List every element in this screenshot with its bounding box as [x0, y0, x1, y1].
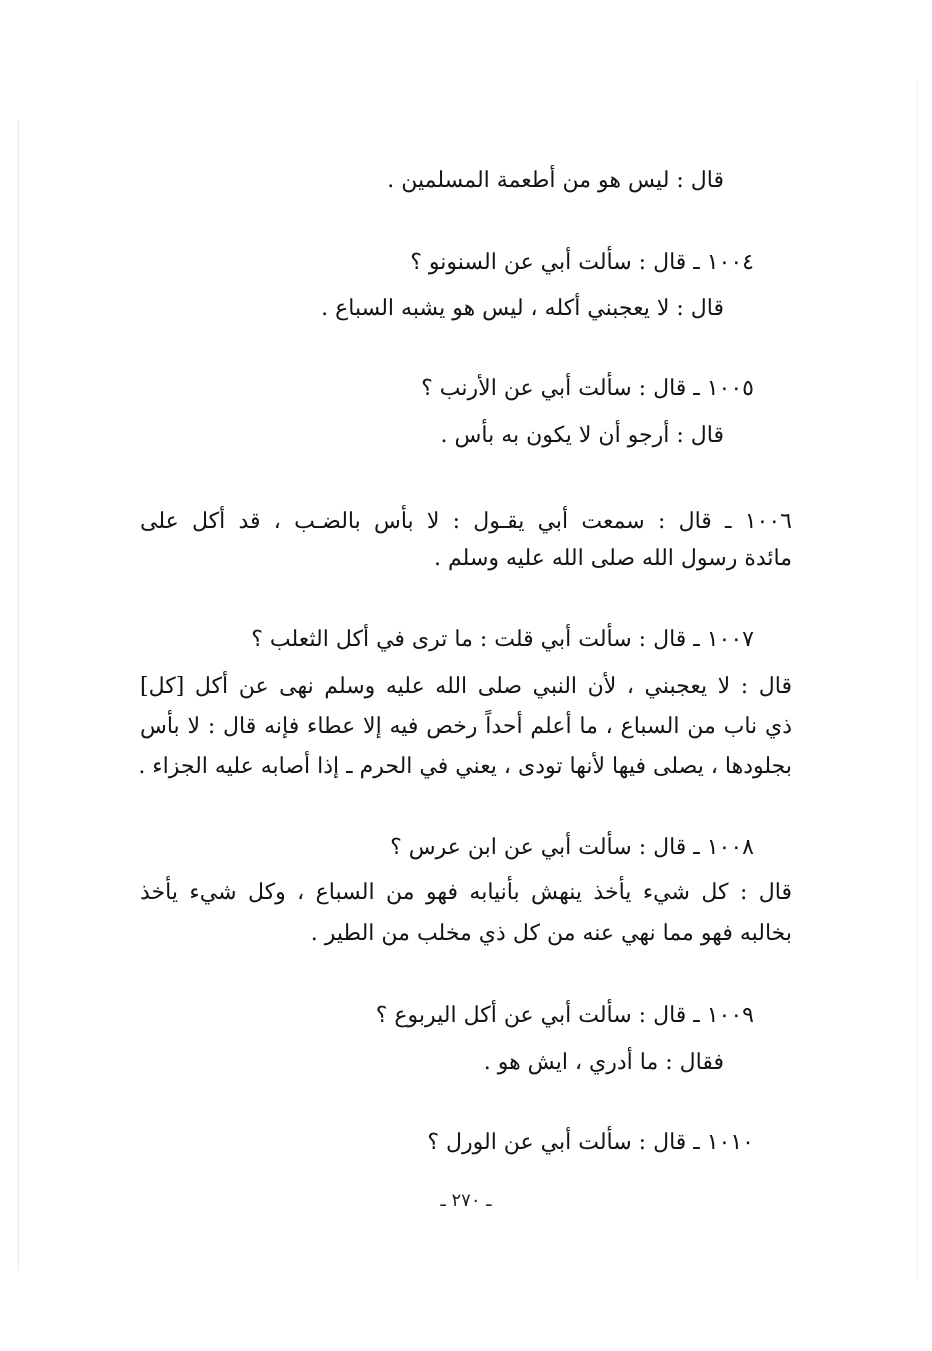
question-heading: ١٠٠٩ ـ قال : سألت أبي عن أكل اليربوع ؟	[375, 1003, 754, 1028]
scan-margin-line-right	[917, 80, 918, 1280]
text-line: قال : كل شيء يأخذ ينهش بأنيابه فهو من السباع ، وكل شيء يأخذ	[140, 880, 792, 905]
page-number: ـ ٢٧٠ ـ	[440, 1190, 492, 1211]
question-heading: ١٠٠٥ ـ قال : سألت أبي عن الأرنب ؟	[421, 376, 754, 401]
question-heading: ١٠٠٨ ـ قال : سألت أبي عن ابن عرس ؟	[390, 835, 754, 860]
text-line: قال : أرجو أن لا يكون به بأس .	[440, 423, 724, 448]
question-heading: ١٠٠٦ ـ قال : سمعت أبي يقـول : لا بأس بالضـب ، قد أكل على	[140, 509, 792, 534]
text-line: قال : لا يعجبني ، لأن النبي صلى الله عليه وسلم نهى عن أكل [كل]	[140, 674, 792, 699]
question-heading: ١٠١٠ ـ قال : سألت أبي عن الورل ؟	[427, 1130, 754, 1155]
scan-margin-line	[18, 120, 19, 1270]
text-line: فقال : ما أدري ، ايش هو .	[483, 1050, 724, 1075]
text-line: بخالبه فهو مما نهي عنه من كل ذي مخلب من الطير .	[310, 921, 792, 946]
question-heading: ١٠٠٧ ـ قال : سألت أبي قلت : ما ترى في أكل الثعلب ؟	[251, 627, 754, 652]
question-heading: ١٠٠٤ ـ قال : سألت أبي عن السنونو ؟	[410, 250, 754, 275]
text-line: مائدة رسول الله صلى الله عليه وسلم .	[434, 546, 792, 571]
text-line: قال : ليس هو من أطعمة المسلمين .	[387, 168, 724, 193]
text-line: ذي ناب من السباع ، ما أعلم أحداً رخص فيه إلا عطاء فإنه قال : لا بأس	[140, 714, 792, 739]
text-line: بجلودها ، يصلى فيها لأنها تودى ، يعني في الحرم ـ إذا أصابه عليه الجزاء .	[138, 754, 792, 779]
text-line: قال : لا يعجبني أكله ، ليس هو يشبه السباع .	[321, 296, 724, 321]
